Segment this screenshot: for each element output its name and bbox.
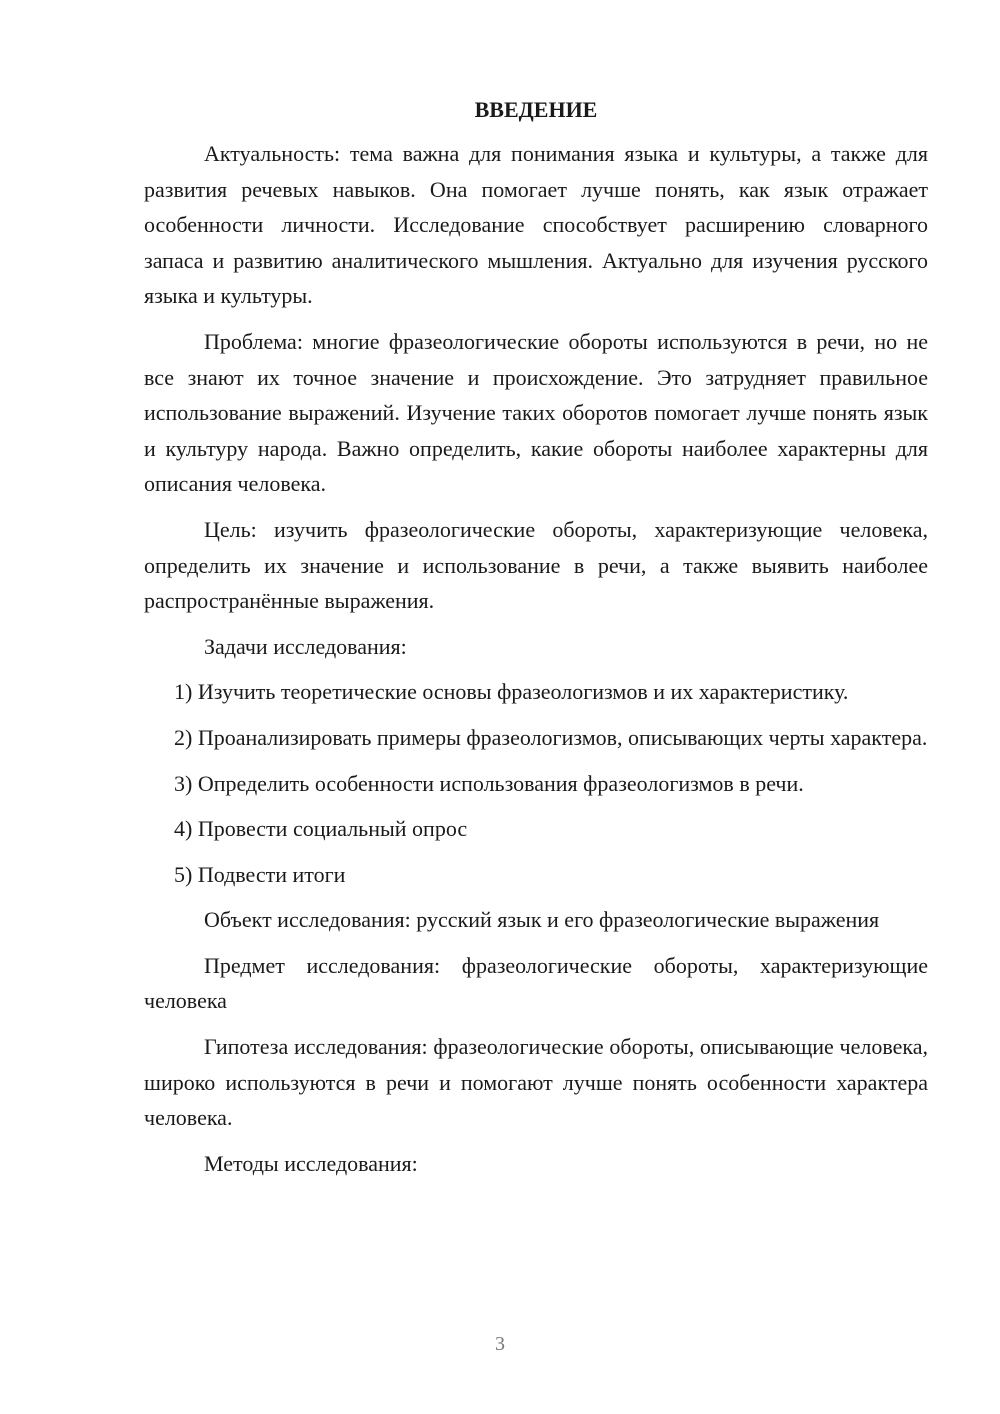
task-item-2: 2) Проанализировать примеры фразеологизмов, описывающих черты характера. (174, 724, 928, 750)
page-title: ВВЕДЕНИЕ (474, 97, 598, 122)
task-item-1: 1) Изучить теоретические основы фразеологизмов и их характеристику. (174, 679, 849, 705)
paragraph-subject: Предмет исследования: фразеологические обороты, характеризующие человека (144, 952, 928, 1014)
task-item-3: 3) Определить особенности использования фразеологизмов в речи. (174, 770, 804, 796)
task-item-5: 5) Подвести итоги (174, 861, 346, 887)
paragraph-problem: Проблема: многие фразеологические обороты используются в речи, но не все знают их точное значение и происхождение. Это затрудняет правильное использование выражений. Изучение таких оборотов помогает лучше понять язык и культуру народа. Важно определить, какие обороты наиболее характерны для описания человека. (144, 328, 928, 497)
task-item-4: 4) Провести социальный опрос (174, 816, 468, 842)
page-content (144, 92, 928, 1191)
paragraph-hypothesis: Гипотеза исследования: фразеологические обороты, описывающие человека, широко используются в речи и помогают лучше понять особенности характера человека. (144, 1034, 928, 1131)
tasks-heading: Задачи исследования: (204, 633, 407, 659)
paragraph-goal: Цель: изучить фразеологические обороты, характеризующие человека, определить их значение и использование в речи, а также выявить наиболее распространённые выражения. (144, 516, 928, 614)
page-number: 3 (495, 1333, 505, 1355)
paragraph-object: Объект исследования: русский язык и его фразеологические выражения (204, 907, 880, 933)
methods-heading: Методы исследования: (204, 1150, 418, 1176)
paragraph-relevance: Актуальность: тема важна для понимания языка и культуры, а также для развития речевых навыков. Она помогает лучше понять, как язык отражает особенности личности. Исследование способствует расширению словарного запаса и развитию аналитического мышления. Актуально для изучения русского языка и культуры. (144, 141, 928, 309)
